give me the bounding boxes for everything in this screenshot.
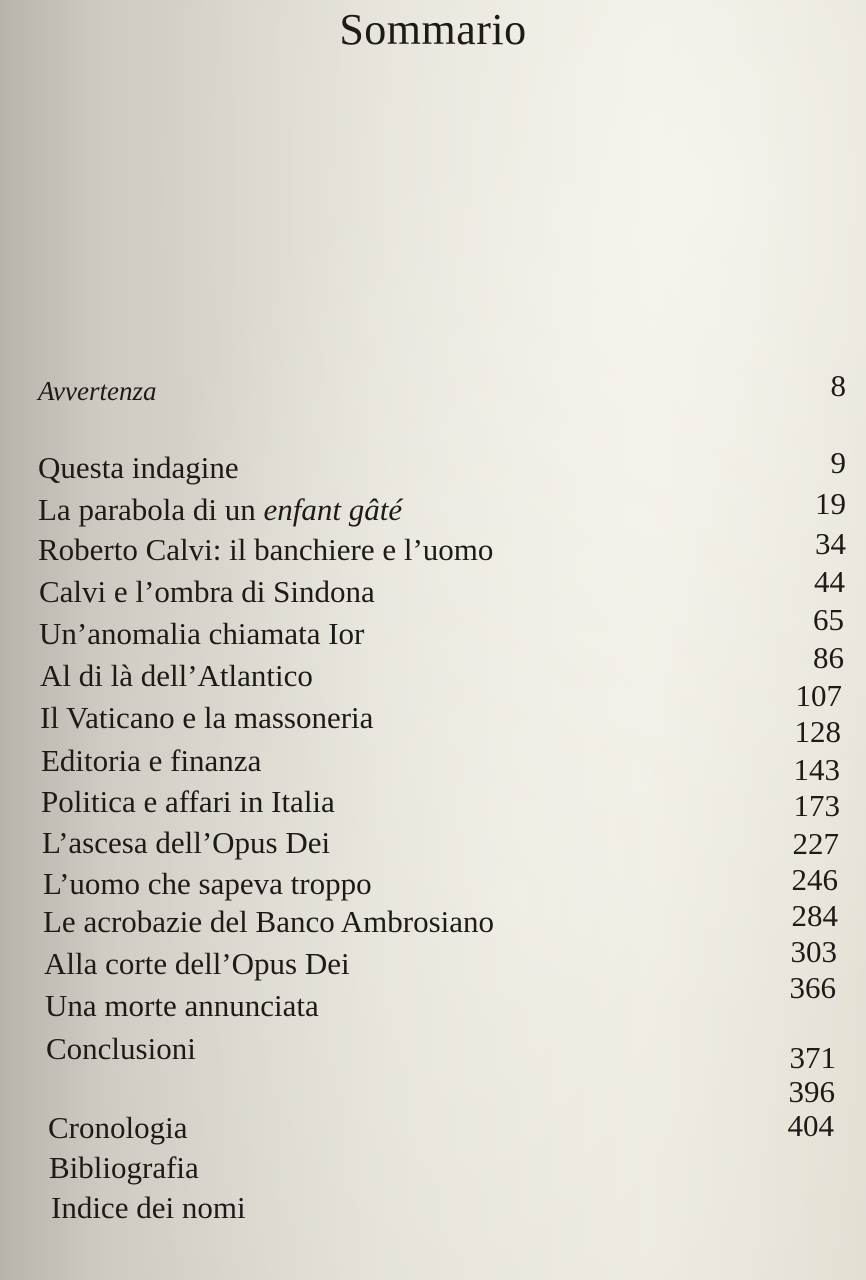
page-number: 173	[793, 788, 840, 823]
toc-entry: Cronologia	[48, 1110, 188, 1145]
toc-entry: Le acrobazie del Banco Ambrosiano	[43, 904, 495, 939]
page-number: 86	[813, 640, 844, 675]
toc-entry: Il Vaticano e la massoneria	[40, 700, 374, 735]
page-title: Sommario	[339, 5, 527, 54]
toc-entry: Al di là dell’Atlantico	[40, 658, 313, 693]
page-number: 246	[791, 862, 838, 897]
toc-entry: Indice dei nomi	[51, 1190, 246, 1225]
toc-entry: Alla corte dell’Opus Dei	[44, 946, 350, 981]
toc-entry: Calvi e l’ombra di Sindona	[39, 574, 375, 609]
page-number: 107	[795, 678, 842, 713]
toc-entry-avvertenza: Avvertenza	[38, 376, 157, 406]
toc-entry: Un’anomalia chiamata Ior	[39, 616, 365, 651]
page-number: 128	[794, 714, 841, 749]
page-number: 19	[815, 486, 846, 521]
page-number: 366	[789, 970, 836, 1005]
toc-entry: Politica e affari in Italia	[41, 784, 335, 819]
toc-entry: Conclusioni	[46, 1031, 196, 1066]
page-number: 8	[830, 368, 846, 403]
toc-entry: L’ascesa dell’Opus Dei	[42, 825, 331, 860]
page-number: 9	[830, 445, 846, 480]
page-number: 44	[814, 564, 845, 599]
page-number: 65	[813, 602, 844, 637]
page-number: 227	[792, 826, 839, 861]
page-number: 143	[793, 752, 840, 787]
page-number: 34	[815, 526, 846, 561]
toc-entry: Questa indagine	[38, 450, 239, 485]
page-number: 303	[790, 934, 837, 969]
toc-entry: Una morte annunciata	[45, 988, 319, 1023]
toc-entry: L’uomo che sapeva troppo	[43, 866, 372, 901]
page-number: 396	[788, 1074, 835, 1109]
toc-entry: Editoria e finanza	[41, 743, 262, 778]
page-number: 404	[787, 1108, 834, 1143]
page-number: 284	[791, 898, 838, 933]
toc-entry: La parabola di un enfant gâté	[38, 492, 403, 527]
toc-entry: Bibliografia	[49, 1150, 199, 1185]
toc-entry: Roberto Calvi: il banchiere e l’uomo	[38, 532, 494, 567]
page-number: 371	[789, 1040, 836, 1075]
